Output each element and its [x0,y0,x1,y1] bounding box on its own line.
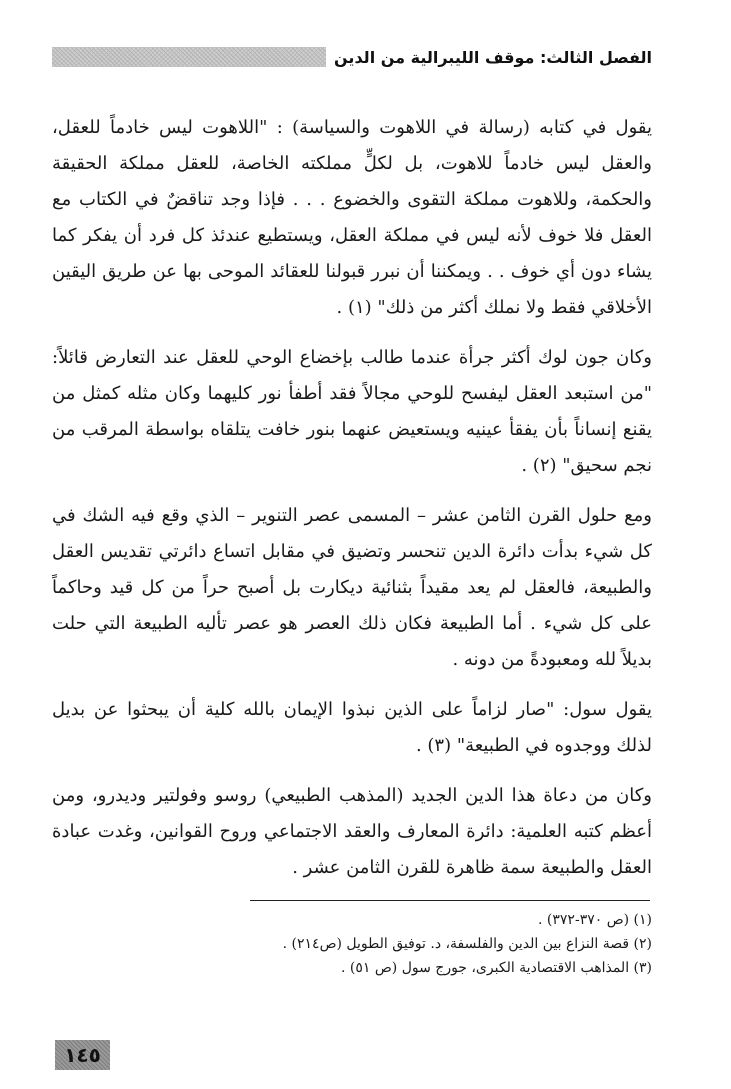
footnote-3: (٣) المذاهب الاقتصادية الكبرى، جورج سول (ص ٥١) . [340,960,652,976]
paragraph-2: وكان جون لوك أكثر جرأة عندما طالب بإخضاع الوحي للعقل عند التعارض قائلاً: "من استبعد العقل ليفسح للوحي مجالاً فقد أطفأ نور كليهما وكان مثله كمثل من يقنع إنساناً بأن يفقأ عينيه ويستعيض عنهما بنور خافت يتلقاه بواسطة المرقب من نجم سحيق" (٢) . [52,347,652,476]
running-header [52,42,652,72]
footnote-1: (١) (ص ٣٧٠-٣٧٢) . [538,912,652,928]
chapter-title: الفصل الثالث: موقف الليبرالية من الدين [334,47,652,67]
footnotes [52,908,652,980]
page-number: ١٤٥ [55,1040,110,1070]
footnote-2: (٢) قصة النزاع بين الدين والفلسفة، د. توفيق الطويل (ص٢١٤) . [282,936,652,952]
body-text [52,110,652,900]
paragraph-3: ومع حلول القرن الثامن عشر – المسمى عصر التنوير – الذي وقع فيه الشك في كل شيء بدأت دائرة الدين تنحسر وتضيق في مقابل اتساع دائرتي تقديس العقل والطبيعة، فالعقل لم يعد مقيداً بثنائية ديكارت بل أصبح حراً من كل قيد وحاكماً على كل شيء . أما الطبيعة فكان ذلك العصر هو عصر تأليه الطبيعة التي حلت بديلاً لله ومعبودةً من دونه . [52,505,652,670]
paragraph-1: يقول في كتابه (رسالة في اللاهوت والسياسة) : "اللاهوت ليس خادماً للعقل، والعقل ليس خادماً للاهوت، بل لكلٍّ مملكته الخاصة، للعقل مملكة الحقيقة والحكمة، وللاهوت مملكة التقوى والخضوع . . . فإذا وجد تناقضٌ في الكتاب مع العقل فلا خوف لأنه ليس في مملكة العقل، ويستطيع عندئذ كل فرد أن يفكر كما يشاء دون أي خوف . . ويمكننا أن نبرر قبولنا للعقائد الموحى بها عن طريق اليقين الأخلاقي فقط ولا نملك أكثر من ذلك" (١) . [52,117,653,318]
header-decorative-band [52,47,326,67]
footnote-separator [250,900,650,901]
paragraph-4: يقول سول: "صار لزاماً على الذين نبذوا الإيمان بالله كلية أن يبحثوا عن بديل لذلك ووجدوه في الطبيعة" (٣) . [52,699,652,756]
paragraph-5: وكان من دعاة هذا الدين الجديد (المذهب الطبيعي) روسو وفولتير وديدرو، ومن أعظم كتبه العلمية: دائرة المعارف والعقد الاجتماعي وروح القوانين، وغدت عبادة العقل والطبيعة سمة ظاهرة للقرن الثامن عشر . [52,785,652,878]
